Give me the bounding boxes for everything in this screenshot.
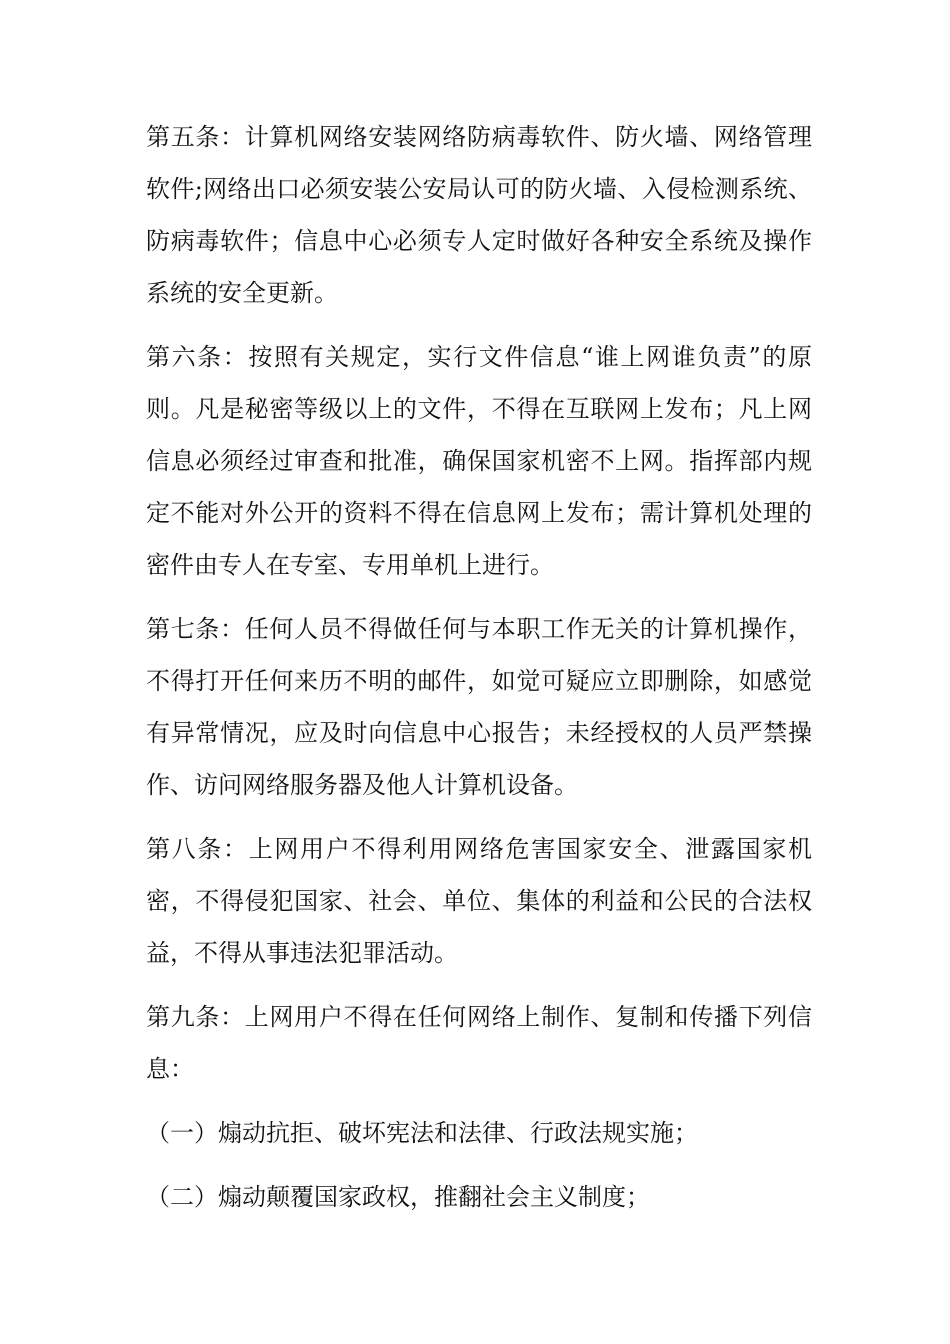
article-6-paragraph: 第六条：按照有关规定，实行文件信息“谁上网谁负责”的原则。凡是秘密等级以上的文件，不得在互联网上发布；凡上网信息必须经过审查和批准，确保国家机密不上网。指挥部内规定不能对外公开的资料不得在信息网上发布；需计算机处理的密件由专人在专室、专用单机上进行。 bbox=[146, 343, 812, 579]
document-body bbox=[146, 111, 812, 1235]
article-7-paragraph: 第七条：任何人员不得做任何与本职工作无关的计算机操作，不得打开任何来历不明的邮件，如觉可疑应立即删除，如感觉有异常情况，应及时向信息中心报告；未经授权的人员严禁操作、访问网络服务器及他人计算机设备。 bbox=[146, 615, 812, 799]
list-item: （二）煽动颠覆国家政权，推翻社会主义制度； bbox=[146, 1183, 650, 1211]
article-9-paragraph: 第九条：上网用户不得在任何网络上制作、复制和传播下列信息： bbox=[146, 1003, 812, 1083]
list-item: （一）煽动抗拒、破坏宪法和法律、行政法规实施； bbox=[146, 1119, 698, 1147]
article-5-paragraph: 第五条：计算机网络安装网络防病毒软件、防火墙、网络管理软件;网络出口必须安装公安局认可的防火墙、入侵检测系统、防病毒软件；信息中心必须专人定时做好各种安全系统及操作系统的安全更新。 bbox=[146, 123, 812, 307]
article-8-paragraph: 第八条：上网用户不得利用网络危害国家安全、泄露国家机密，不得侵犯国家、社会、单位、集体的利益和公民的合法权益，不得从事违法犯罪活动。 bbox=[146, 835, 812, 967]
